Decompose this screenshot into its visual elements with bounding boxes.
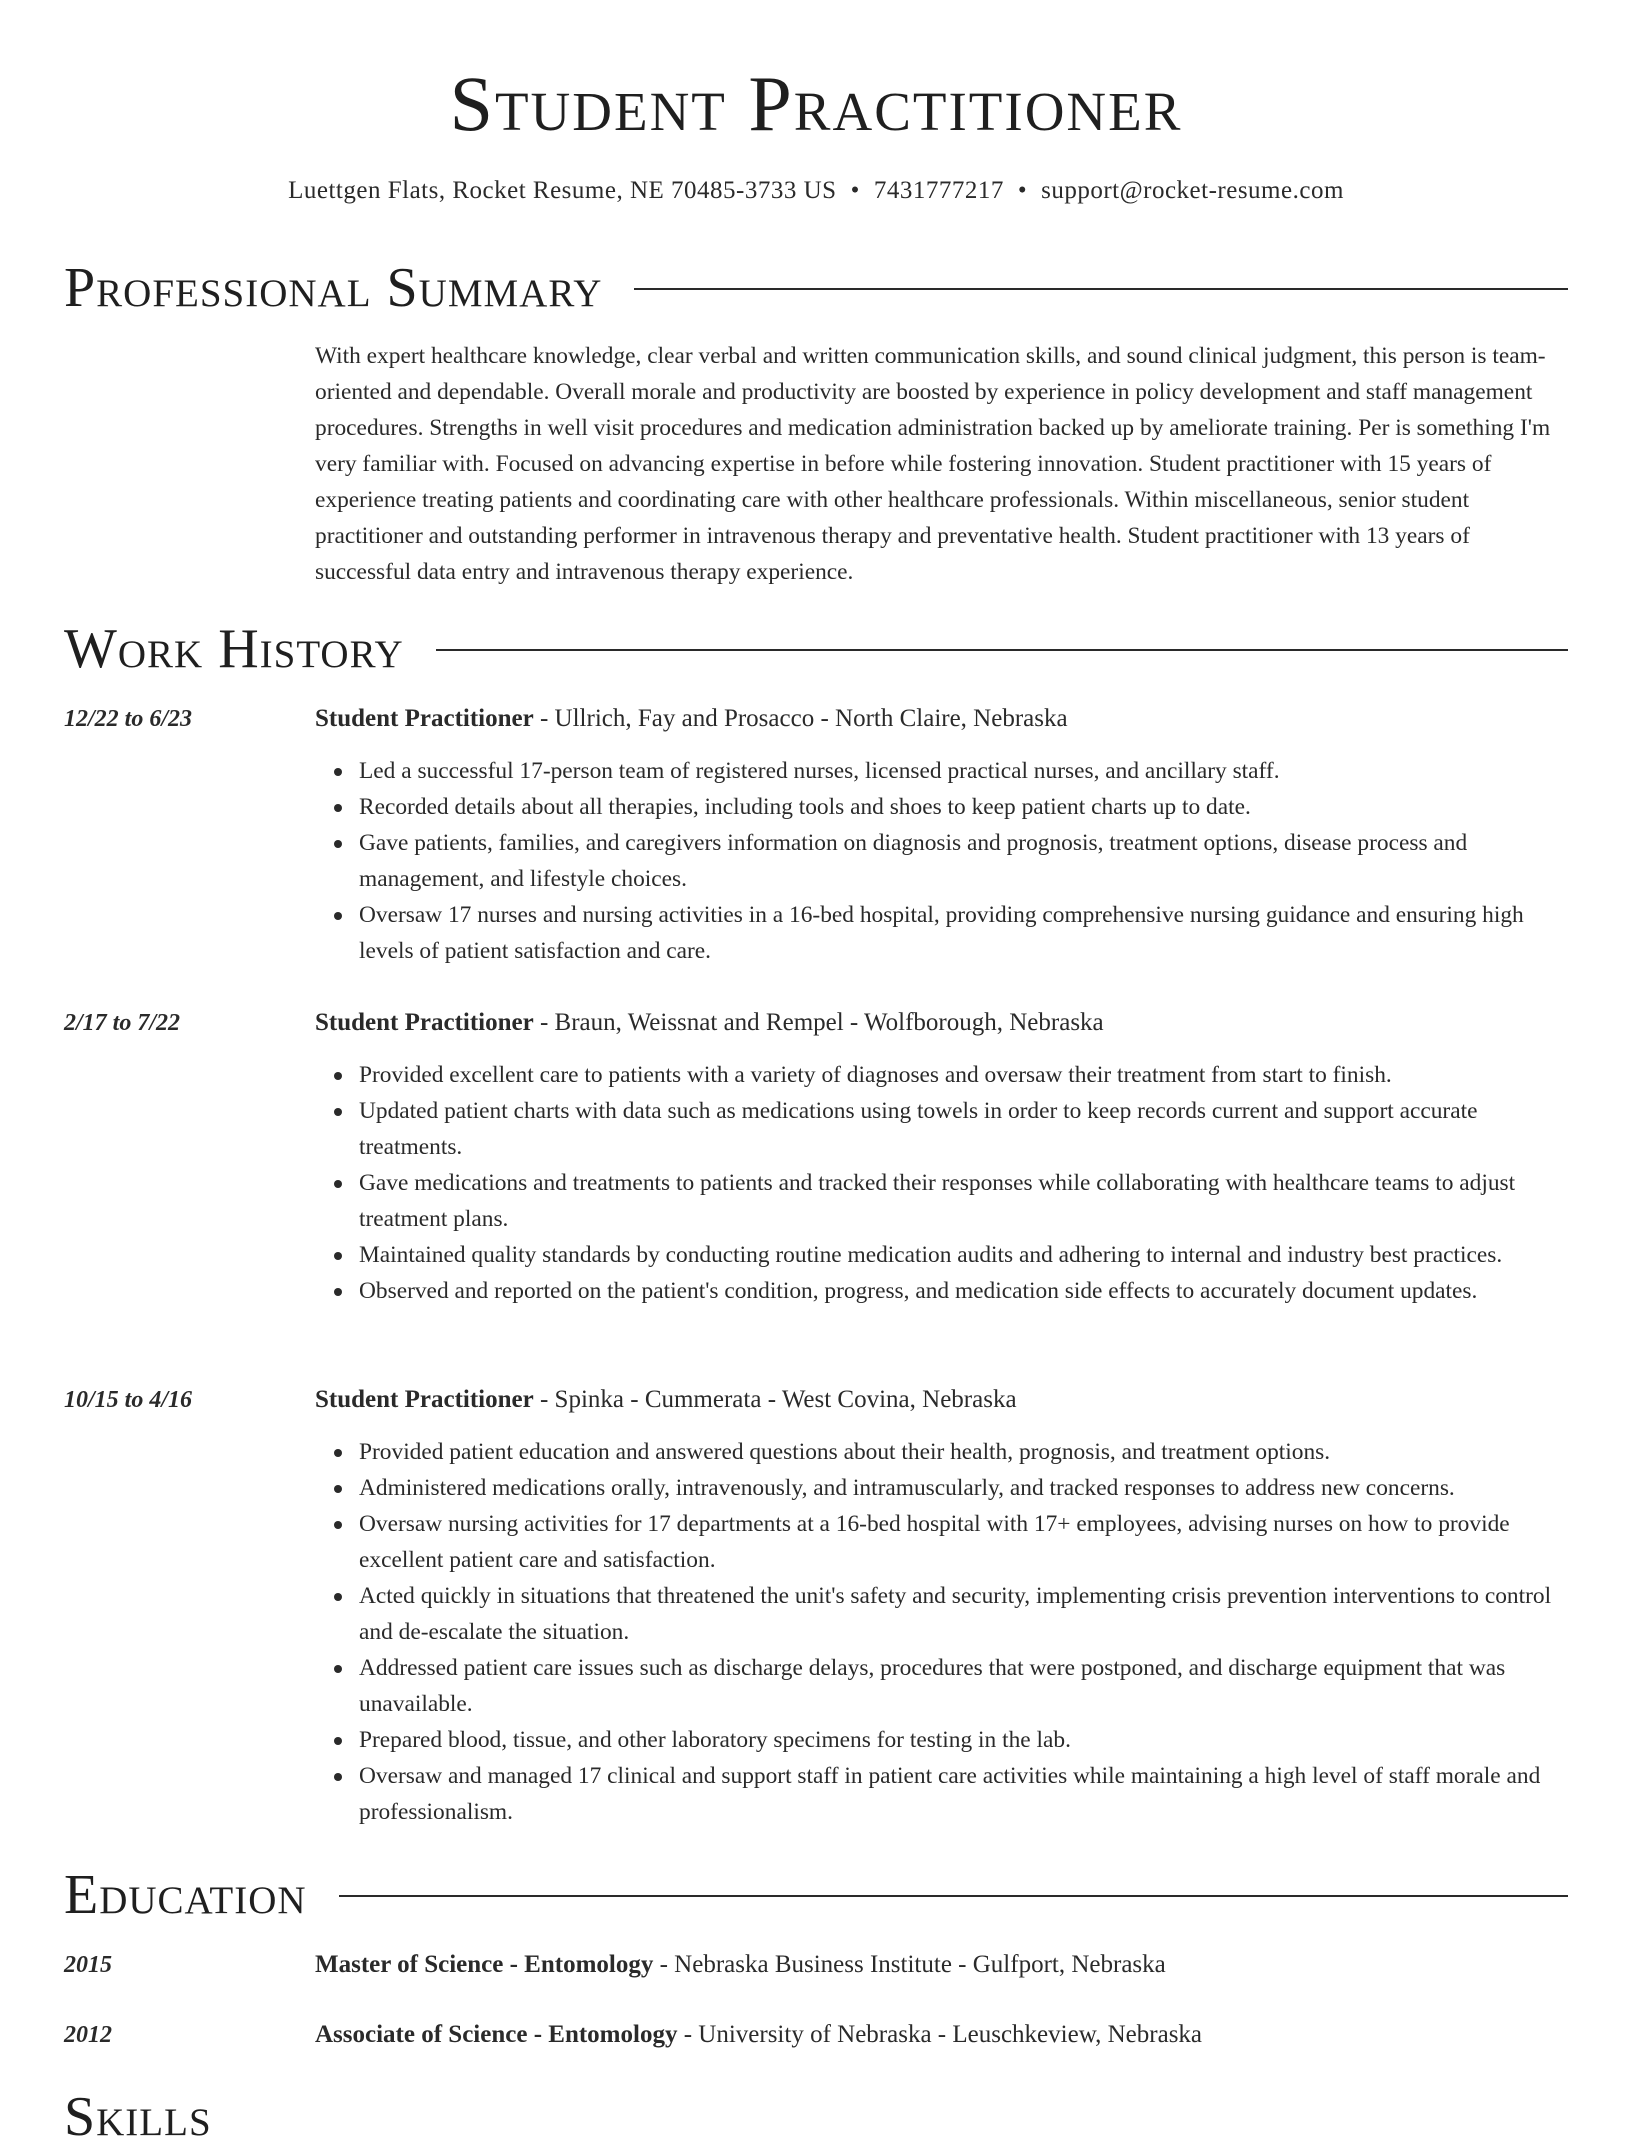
resume-name: Student Practitioner <box>449 60 1183 147</box>
education-degree: Master of Science - Entomology <box>315 1951 654 1978</box>
section-divider <box>436 649 1568 651</box>
job-employer: - Ullrich, Fay and Prosacco - North Claire, Nebraska <box>533 705 1068 732</box>
contact-separator: • <box>1017 177 1028 204</box>
bullet-item: Updated patient charts with data such as medications using towels in order to keep records current and support accurate treatments. <box>359 1093 1568 1165</box>
job-dates: 12/22 to 6/23 <box>64 706 193 732</box>
education-section-header <box>64 1862 1568 1928</box>
contact-separator: • <box>850 177 860 204</box>
contact-line <box>0 174 1632 208</box>
job-header <box>64 701 1568 737</box>
education-title-line <box>315 1947 1166 1983</box>
job-bullets <box>315 1434 1568 1830</box>
job-entry <box>64 701 1568 969</box>
section-title-skills: Skills <box>64 2086 212 2148</box>
job-header <box>64 1005 1568 1041</box>
bullet-item: Addressed patient care issues such as discharge delays, procedures that were postponed, and discharge equipment that was unavailable. <box>359 1650 1568 1722</box>
work-section-header <box>64 616 1568 682</box>
skills-section-header <box>64 2084 1568 2150</box>
bullet-item: Maintained quality standards by conducting routine medication audits and adhering to internal and industry best practices. <box>359 1237 1568 1273</box>
bullet-item: Oversaw and managed 17 clinical and support staff in patient care activities while maintaining a high level of staff morale and professionalism. <box>359 1758 1568 1830</box>
bullet-item: Provided patient education and answered questions about their health, prognosis, and treatment options. <box>359 1434 1568 1470</box>
job-role: Student Practitioner <box>315 1386 534 1413</box>
education-entry <box>64 1947 1568 1983</box>
job-dates: 2/17 to 7/22 <box>64 1010 181 1036</box>
bullet-item: Oversaw nursing activities for 17 departments at a 16-bed hospital with 17+ employees, advising nurses on how to provide excellent patient care and satisfaction. <box>359 1506 1568 1578</box>
contact-email: support@rocket-resume.com <box>1041 177 1344 204</box>
education-entry <box>64 2017 1568 2053</box>
education-degree: Associate of Science - Entomology <box>315 2021 678 2048</box>
bullet-item: Prepared blood, tissue, and other laboratory specimens for testing in the lab. <box>359 1722 1568 1758</box>
education-row <box>64 1947 1568 1983</box>
bullet-item: Gave patients, families, and caregivers information on diagnosis and prognosis, treatment options, disease process and management, and lifestyle choices. <box>359 825 1568 897</box>
bullet-item: Oversaw 17 nurses and nursing activities in a 16-bed hospital, providing comprehensive nursing guidance and ensuring high levels of patient satisfaction and care. <box>359 897 1568 969</box>
bullet-item: Provided excellent care to patients with a variety of diagnoses and oversaw their treatment from start to finish. <box>359 1057 1568 1093</box>
job-entry <box>64 1382 1568 1830</box>
section-title-summary: Professional Summary <box>64 257 603 319</box>
section-divider <box>339 1895 1568 1897</box>
education-title-line <box>315 2017 1202 2053</box>
job-header <box>64 1382 1568 1418</box>
bullet-item: Acted quickly in situations that threatened the unit's safety and security, implementing crisis prevention interventions to control and de-escalate the situation. <box>359 1578 1568 1650</box>
job-role: Student Practitioner <box>315 1009 534 1036</box>
education-school: - Nebraska Business Institute - Gulfport, Nebraska <box>653 1951 1166 1978</box>
education-row <box>64 2017 1568 2053</box>
education-school: - University of Nebraska - Leuschkeview, Nebraska <box>677 2021 1203 2048</box>
job-dates: 10/15 to 4/16 <box>64 1387 193 1413</box>
bullet-item: Led a successful 17-person team of registered nurses, licensed practical nurses, and ancillary staff. <box>359 753 1568 789</box>
job-bullets <box>315 753 1568 969</box>
job-role: Student Practitioner <box>315 705 534 732</box>
job-entry <box>64 1005 1568 1309</box>
bullet-item: Observed and reported on the patient's condition, progress, and medication side effects to accurately document updates. <box>359 1273 1568 1309</box>
bullet-item: Gave medications and treatments to patients and tracked their responses while collaborating with healthcare teams to adjust treatment plans. <box>359 1165 1568 1237</box>
education-year: 2012 <box>64 2022 112 2048</box>
contact-address: Luettgen Flats, Rocket Resume, NE 70485-3733 US <box>288 177 837 204</box>
job-bullets <box>315 1057 1568 1309</box>
job-employer: - Spinka - Cummerata - West Covina, Nebraska <box>533 1386 1017 1413</box>
bullet-item: Recorded details about all therapies, including tools and shoes to keep patient charts up to date. <box>359 789 1568 825</box>
bullet-item: Administered medications orally, intravenously, and intramuscularly, and tracked responses to address new concerns. <box>359 1470 1568 1506</box>
section-divider <box>634 288 1568 290</box>
job-title-line <box>315 701 1068 737</box>
section-title-education: Education <box>64 1864 307 1926</box>
summary-text: With expert healthcare knowledge, clear verbal and written communication skills, and sound clinical judgment, this person is team-oriented and dependable. Overall morale and productivity are boosted by experience in policy development and staff management procedures. Strengths in well visit procedures and medication administration backed up by ameliorate training. Per is something I'm very familiar with. Focused on advancing expertise in before while fostering innovation. Student practitioner with 15 years of experience treating patients and coordinating care with other healthcare professionals. Within miscellaneous, senior student practitioner and outstanding performer in intravenous therapy and preventative health. Student practitioner with 13 years of successful data entry and intravenous therapy experience. <box>315 343 1551 585</box>
contact-phone: 7431777217 <box>873 177 1004 204</box>
summary-section-header <box>64 255 1568 321</box>
job-title-line <box>315 1382 1017 1418</box>
job-employer: - Braun, Weissnat and Rempel - Wolfborough, Nebraska <box>533 1009 1104 1036</box>
education-year: 2015 <box>64 1952 112 1978</box>
section-title-work: Work History <box>64 618 404 680</box>
job-title-line <box>315 1005 1104 1041</box>
